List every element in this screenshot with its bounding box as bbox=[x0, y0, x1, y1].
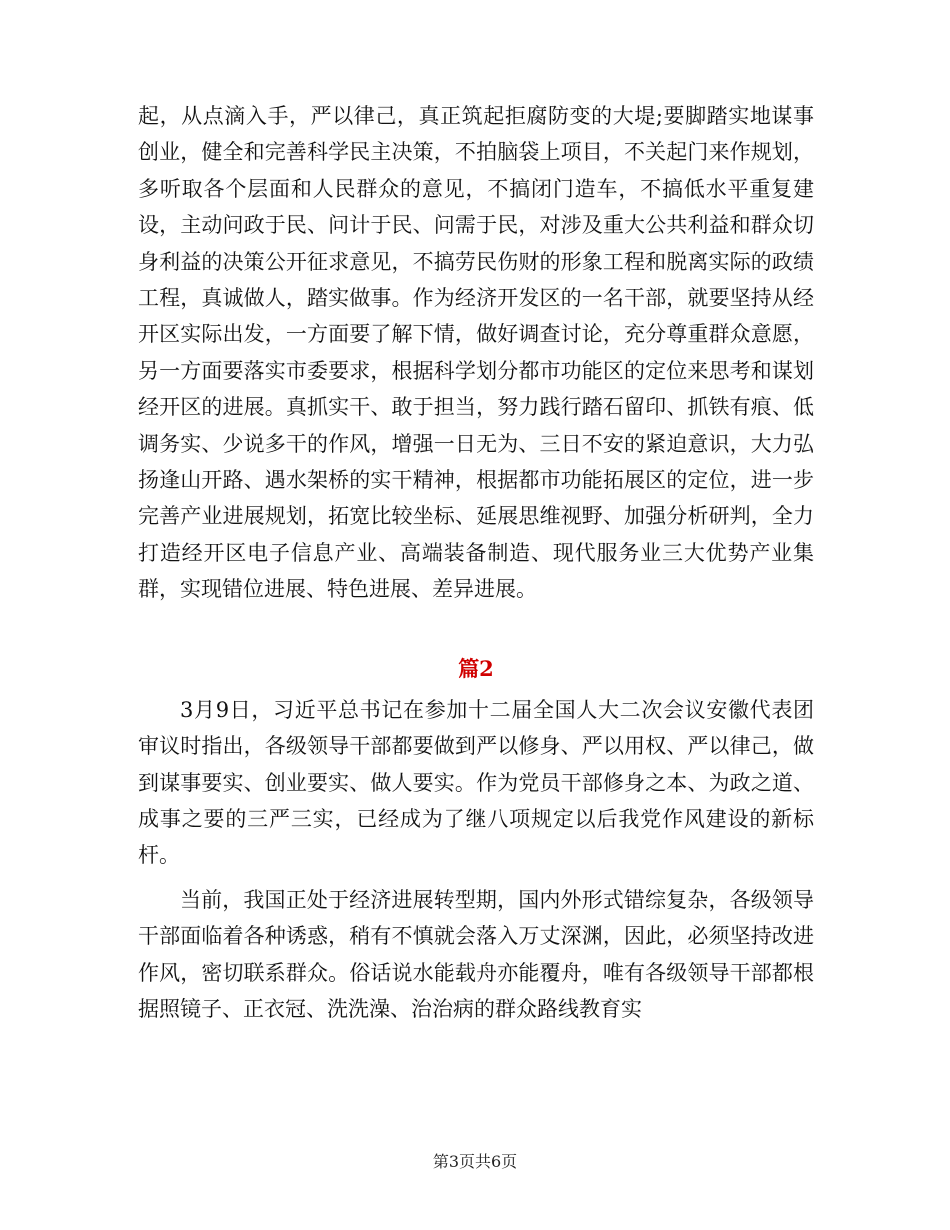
page-body bbox=[138, 98, 814, 1027]
paragraph-continued: 起，从点滴入手，严以律己，真正筑起拒腐防变的大堤;要脚踏实地谋事创业，健全和完善科学民主决策，不拍脑袋上项目，不关起门来作规划，多听取各个层面和人民群众的意见，不搞闭门造车，不搞低水平重复建设，主动问政于民、问计于民、问需于民，对涉及重大公共利益和群众切身利益的决策公开征求意见，不搞劳民伤财的形象工程和脱离实际的政绩工程，真诚做人，踏实做事。作为经济开发区的一名干部，就要坚持从经开区实际出发，一方面要了解下情，做好调查讨论，充分尊重群众意愿，另一方面要落实市委要求，根据科学划分都市功能区的定位来思考和谋划经开区的进展。真抓实干、敢于担当，努力践行踏石留印、抓铁有痕、低调务实、少说多干的作风，增强一日无为、三日不安的紧迫意识，大力弘扬逢山开路、遇水架桥的实干精神，根据都市功能拓展区的定位，进一步完善产业进展规划，拓宽比较坐标、延展思维视野、加强分析研判，全力打造经开区电子信息产业、高端装备制造、现代服务业三大优势产业集群，实现错位进展、特色进展、差异进展。 bbox=[138, 104, 814, 602]
section-heading: 篇2 bbox=[458, 655, 494, 681]
paragraph: 3月9日，习近平总书记在参加十二届全国人大二次会议安徽代表团审议时指出，各级领导干部都要做到严以修身、严以用权、严以律己，做到谋事要实、创业要实、做人要实。作为党员干部修身之本、为政之道、成事之要的三严三实，已经成为了继八项规定以后我党作风建设的新标杆。 bbox=[138, 697, 814, 868]
page-number-footer: 第3页共6页 bbox=[432, 1152, 518, 1171]
paragraph: 当前，我国正处于经济进展转型期，国内外形式错综复杂，各级领导干部面临着各种诱惑，稍有不慎就会落入万丈深渊，因此，必须坚持改进作风，密切联系群众。俗话说水能载舟亦能覆舟，唯有各级领导干部都根据照镜子、正衣冠、洗洗澡、治治病的群众路线教育实 bbox=[138, 887, 814, 1021]
